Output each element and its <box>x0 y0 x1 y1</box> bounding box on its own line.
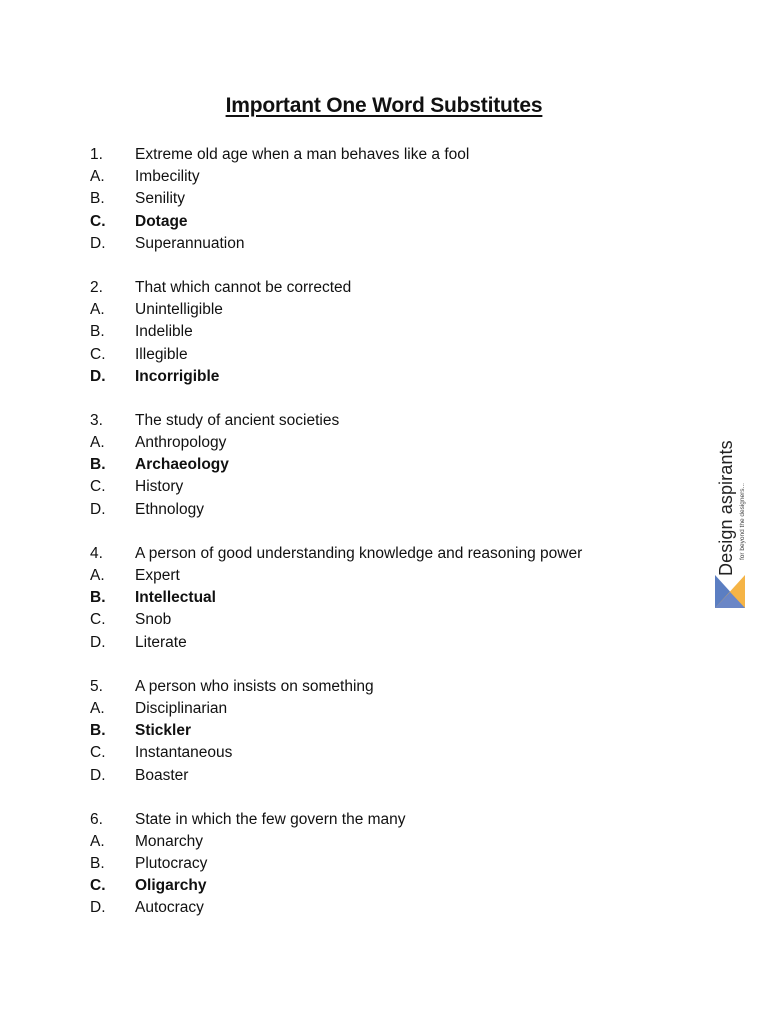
question-text: A person who insists on something <box>135 677 374 695</box>
option-letter: A. <box>90 567 105 584</box>
question-text: A person of good understanding knowledge and reasoning power <box>135 544 583 562</box>
option-text: Instantaneous <box>135 744 233 762</box>
option-row <box>90 765 650 787</box>
option-text: Disciplinarian <box>135 699 228 717</box>
question-block <box>90 410 650 521</box>
question-number: 2. <box>90 278 103 296</box>
correct-option-row <box>90 366 650 388</box>
option-letter: C. <box>90 877 106 895</box>
question-row <box>90 277 650 299</box>
option-text: Literate <box>135 633 187 651</box>
question-text: Extreme old age when a man behaves like a fool <box>135 146 470 163</box>
question-row <box>90 543 650 565</box>
option-text: Monarchy <box>135 832 204 850</box>
option-row <box>90 609 650 631</box>
page-title: Important One Word Substitutes <box>225 94 543 117</box>
question-row <box>90 676 650 698</box>
option-row <box>90 233 650 255</box>
brand-name: Design aspirants <box>716 440 736 576</box>
question-block <box>90 809 650 920</box>
option-row <box>90 565 650 587</box>
option-letter: D. <box>90 766 106 784</box>
question-text: The study of ancient societies <box>135 411 340 429</box>
option-letter: D. <box>90 367 106 385</box>
option-letter: A. <box>90 168 105 186</box>
option-row <box>90 632 650 654</box>
option-letter: C. <box>90 611 106 629</box>
question-number: 5. <box>90 677 103 695</box>
option-letter: C. <box>90 744 106 762</box>
question-list <box>90 144 650 942</box>
option-row <box>90 299 650 321</box>
option-row <box>90 321 650 343</box>
option-text: History <box>135 478 184 496</box>
brand-tagline: for beyond the designers... <box>739 483 746 560</box>
question-number: 3. <box>90 411 103 429</box>
option-letter: B. <box>90 456 106 474</box>
option-text: Intellectual <box>135 589 216 607</box>
option-text: Expert <box>135 567 180 584</box>
question-number: 6. <box>90 810 103 828</box>
option-letter: A. <box>90 699 105 717</box>
option-row <box>90 742 650 764</box>
option-text: Dotage <box>135 212 188 230</box>
correct-option-row <box>90 211 650 233</box>
option-text: Oligarchy <box>135 877 207 895</box>
option-text: Ethnology <box>135 500 204 518</box>
question-row <box>90 144 650 166</box>
option-text: Indelible <box>135 323 193 341</box>
option-text: Superannuation <box>135 234 245 252</box>
correct-option-row <box>90 454 650 476</box>
option-row <box>90 188 650 210</box>
option-letter: C. <box>90 478 106 496</box>
option-row <box>90 853 650 875</box>
question-number: 4. <box>90 544 103 562</box>
option-text: Plutocracy <box>135 855 208 873</box>
question-block <box>90 144 650 255</box>
option-text: Archaeology <box>135 456 229 474</box>
correct-option-row <box>90 587 650 609</box>
option-letter: D. <box>90 633 106 651</box>
option-row <box>90 166 650 188</box>
question-text: State in which the few govern the many <box>135 810 406 828</box>
option-row <box>90 698 650 720</box>
option-letter: B. <box>90 722 106 740</box>
option-text: Boaster <box>135 766 189 784</box>
option-letter: A. <box>90 301 105 319</box>
question-block <box>90 676 650 787</box>
option-row <box>90 432 650 454</box>
question-block <box>90 277 650 388</box>
option-letter: A. <box>90 832 105 850</box>
question-number: 1. <box>90 146 103 163</box>
question-row <box>90 809 650 831</box>
option-letter: B. <box>90 589 106 607</box>
option-text: Senility <box>135 190 185 208</box>
option-text: Snob <box>135 611 172 629</box>
option-letter: C. <box>90 345 106 363</box>
correct-option-row <box>90 875 650 897</box>
option-letter: D. <box>90 500 106 518</box>
option-text: Autocracy <box>135 899 204 917</box>
option-text: Anthropology <box>135 434 227 452</box>
option-row <box>90 344 650 366</box>
option-letter: D. <box>90 899 106 917</box>
option-text: Stickler <box>135 722 192 740</box>
question-text: That which cannot be corrected <box>135 278 352 296</box>
correct-option-row <box>90 720 650 742</box>
option-text: Illegible <box>135 345 188 363</box>
option-letter: C. <box>90 212 106 230</box>
option-letter: A. <box>90 434 105 452</box>
option-row <box>90 476 650 498</box>
option-row <box>90 831 650 853</box>
option-row <box>90 897 650 919</box>
question-row <box>90 410 650 432</box>
option-text: Unintelligible <box>135 301 223 319</box>
option-text: Imbecility <box>135 168 200 186</box>
option-letter: B. <box>90 190 105 208</box>
option-row <box>90 499 650 521</box>
option-text: Incorrigible <box>135 367 220 385</box>
option-letter: B. <box>90 323 105 341</box>
question-block <box>90 543 650 654</box>
option-letter: D. <box>90 234 106 252</box>
option-letter: B. <box>90 855 105 873</box>
